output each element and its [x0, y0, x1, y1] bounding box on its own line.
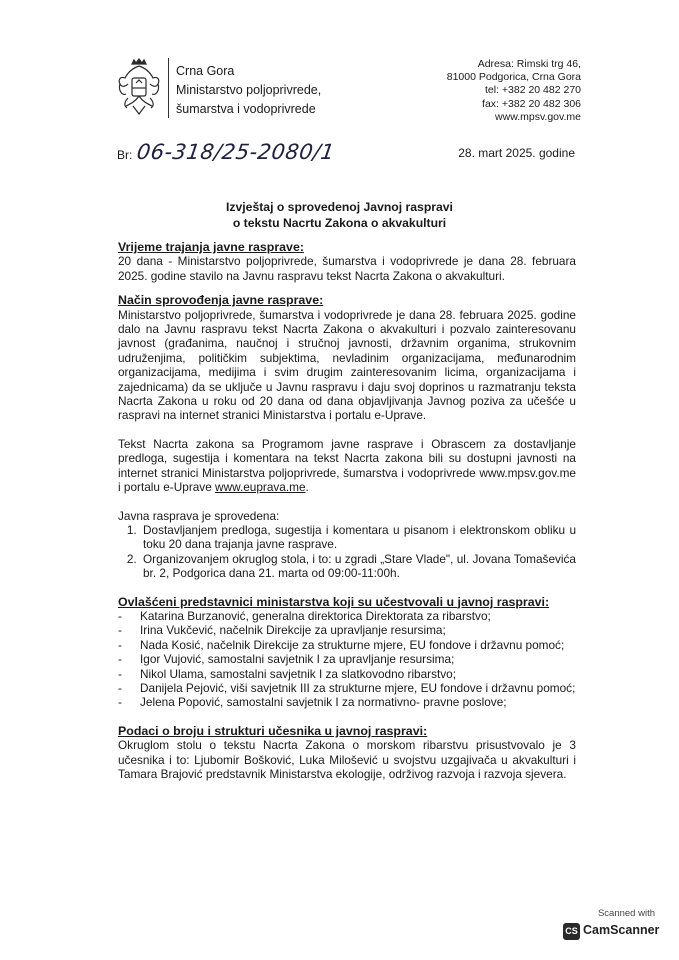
- document-title: [0, 200, 679, 231]
- list-item: 2. Organizovanjem okruglog stola, i to: u zgradi „Stare Vlade", ul. Jovana Tomaševića br. 2, Podgorica dana 21. marta od 09:00-11:00h.: [140, 552, 576, 581]
- contact-address: Adresa: Rimski trg 46,: [477, 58, 581, 70]
- method-text: Ministarstvo poljoprivrede, šumarstva i vodoprivrede je dana 28. februara 2025. godine dalo na Javnu raspravu tekst Nacrta Zakona o akvakulturi i pozvalo zainteresovanu javnost (građanima, naučnoj i stručnoj javnosti, državnim organima, strukovnim udruženjima, političkim subjektima, nevladinim organizacijama, međunarodnim organizacijama, medijima i svim drugim zainteresovanim licima, organizacijama i zajednicama) da se uključe u Javnu raspravu i daju svoj doprinos u razmatranju teksta Nacrta Zakona u roku od 20 dana od dana objavljivanja Javnog poziva za učešće u raspravi na internet stranici Ministarstva i portalu e-Uprave.: [118, 307, 576, 423]
- contact-website: www.mpsv.gov.me: [495, 110, 581, 123]
- title-line-1: Izvještaj o sprovedenoj Javnoj raspravi: [226, 200, 453, 214]
- contact-phone: tel: +382 20 482 270: [484, 84, 581, 97]
- list-item: - Jelena Popović, samostalni savjetnik I za normativno- pravne poslove;: [118, 695, 507, 710]
- org-line-country: Crna Gora: [176, 64, 235, 78]
- duration-text: 20 dana - Ministarstvo poljoprivrede, šumarstva i vodoprivrede je dana 28. februara 2025. godine stavilo na Javnu raspravu tekst Nacrta Zakona o akvakulturi.: [118, 254, 576, 283]
- list-item: - Irina Vukčević, načelnik Direkcije za upravljanje resursima;: [118, 623, 446, 638]
- montenegro-coat-of-arms-icon: [116, 58, 162, 116]
- representatives-heading: Ovlašćeni predstavnici ministarstva koji su učestvovali u javnoj raspravi:: [118, 594, 550, 609]
- duration-heading: Vrijeme trajanja javne rasprave:: [118, 240, 304, 254]
- list-item: - Igor Vujović, samostalni savjetnik I za upravljanje resursima;: [118, 652, 455, 667]
- header-divider: [168, 58, 169, 118]
- availability-text: Tekst Nacrta zakona sa Programom javne rasprave i Obrascem za dostavljanje predloga, sugestija i komentara na tekst Nacrta zakona bili su dostupni javnosti na internet stranici Ministarstva poljoprivrede, šumarstva i vodoprivrede www.mpsv.gov.me i portalu e-Uprave: [118, 436, 576, 495]
- method-heading: Način sprovođenja javne rasprave:: [118, 293, 324, 308]
- list-item: - Nada Kosić, načelnik Direkcije za strukturne mjere, EU fondove i državnu pomoć;: [118, 637, 565, 652]
- euprava-link[interactable]: www.euprava.me: [215, 480, 306, 495]
- availability-paragraph: [118, 437, 576, 495]
- list-item: 1. Dostavljanjem predloga, sugestija i komentara u pisanom i elektronskom obliku u toku 20 dana trajanja javne rasprave.: [140, 523, 576, 552]
- availability-period: .: [305, 480, 309, 495]
- contact-city: 81000 Podgorica, Crna Gora: [446, 71, 581, 84]
- contact-fax: fax: +382 20 482 306: [482, 97, 581, 110]
- scanned-with-label: Scanned with: [597, 908, 655, 919]
- org-line-ministry: Ministarstvo poljoprivrede,: [176, 83, 322, 97]
- participants-text: Okruglom stolu o tekstu Nacrta Zakona o morskom ribarstvu prisustvovalo je 3 učesnika i to: Ljubomir Bošković, Luka Milošević u svojstvu uzgajivača u akvakulturi i Tamara Brajović predstavnik Ministarstva ekologije, održivog razvoja i razvoja sjevera.: [118, 738, 576, 781]
- contact-block: [447, 58, 581, 124]
- org-line-ministry-cont: šumarstva i vodoprivrede: [176, 102, 316, 116]
- camscanner-brand: CamScanner: [583, 923, 660, 937]
- conducted-steps-list: [118, 523, 576, 581]
- document-body: [118, 240, 576, 781]
- reference-label: Br:: [117, 148, 133, 162]
- camscanner-logo-icon: CS: [563, 923, 580, 940]
- list-item: - Nikol Ulama, samostalni savjetnik I za slatkovodno ribarstvo;: [118, 666, 457, 681]
- conducted-intro: Javna rasprava je sprovedena:: [118, 508, 280, 523]
- reference-number: [117, 140, 337, 164]
- camscanner-badge: [561, 908, 659, 948]
- organization-name: [176, 62, 321, 119]
- list-item: - Danijela Pejović, viši savjetnik III za strukturne mjere, EU fondove i državnu pomoć;: [118, 680, 576, 695]
- list-item: - Katarina Burzanović, generalna direktorica Direktorata za ribarstvo;: [118, 608, 491, 623]
- title-line-2: o tekstu Nacrtu Zakona o akvakulturi: [232, 215, 447, 230]
- handwritten-reference: 06-318/25-2080/1: [135, 140, 337, 164]
- document-date: 28. mart 2025. godine: [458, 146, 575, 160]
- participants-heading: Podaci o broju i strukturi učesnika u javnoj raspravi:: [118, 723, 428, 738]
- representatives-list: [118, 609, 576, 710]
